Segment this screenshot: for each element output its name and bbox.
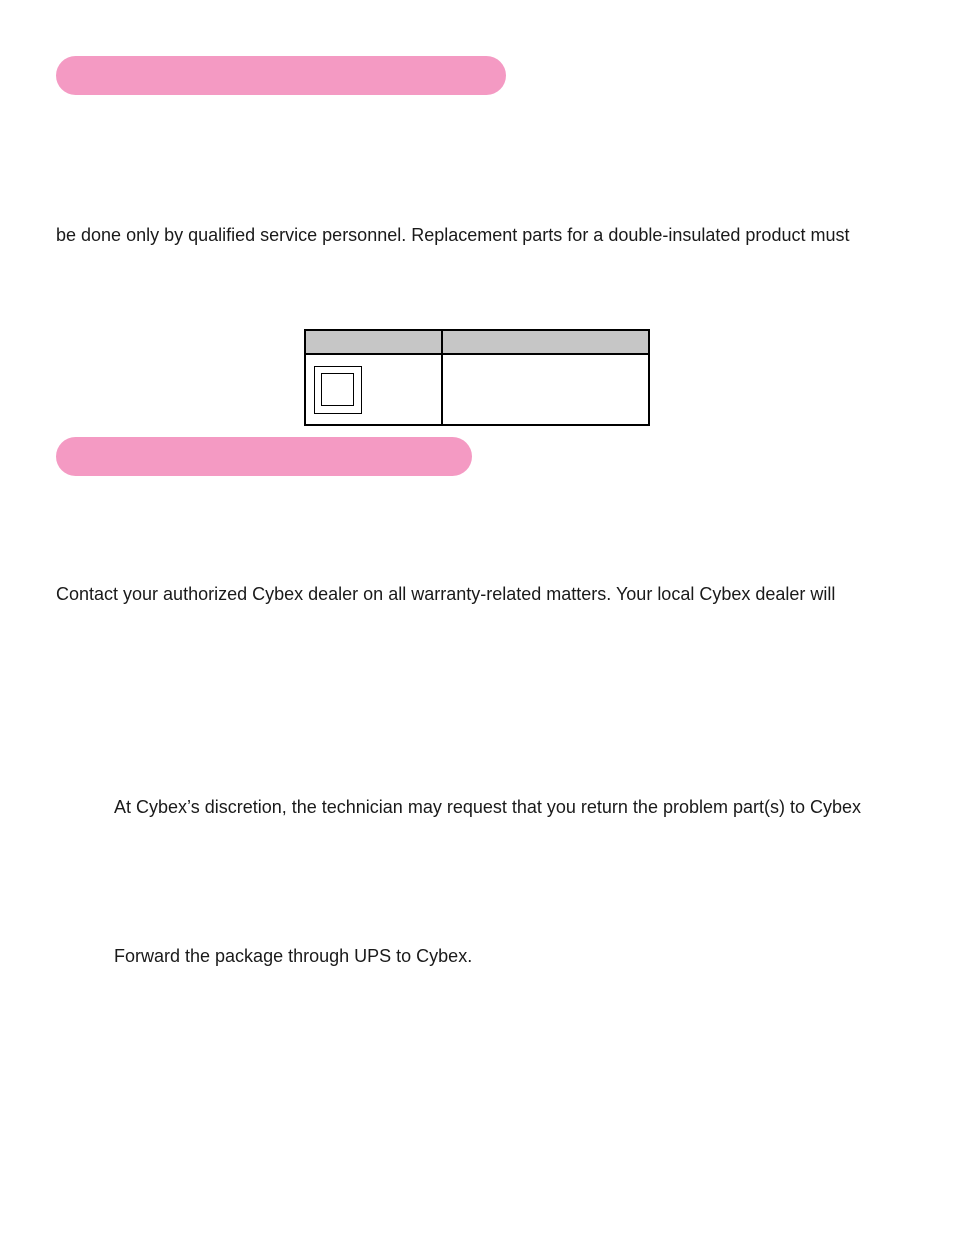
double-square-inner-icon <box>321 373 354 406</box>
symbol-table-header <box>306 331 648 355</box>
double-square-icon <box>314 366 362 414</box>
section-header-bar-2 <box>56 437 472 476</box>
paragraph-return-parts: At Cybex’s discretion, the technician may request that you return the problem part(s) to Cybex <box>114 797 862 817</box>
paragraph-forward-package: Forward the package through UPS to Cybex. <box>114 946 473 966</box>
paragraph-double-insulation: be done only by qualified service personnel. Replacement parts for a double-insulated product must <box>56 225 850 245</box>
symbol-table <box>304 329 650 426</box>
paragraph-contact-dealer: Contact your authorized Cybex dealer on all warranty-related matters. Your local Cybex dealer will <box>56 584 836 604</box>
section-header-bar-1 <box>56 56 506 95</box>
symbol-table-column-divider <box>441 331 443 424</box>
